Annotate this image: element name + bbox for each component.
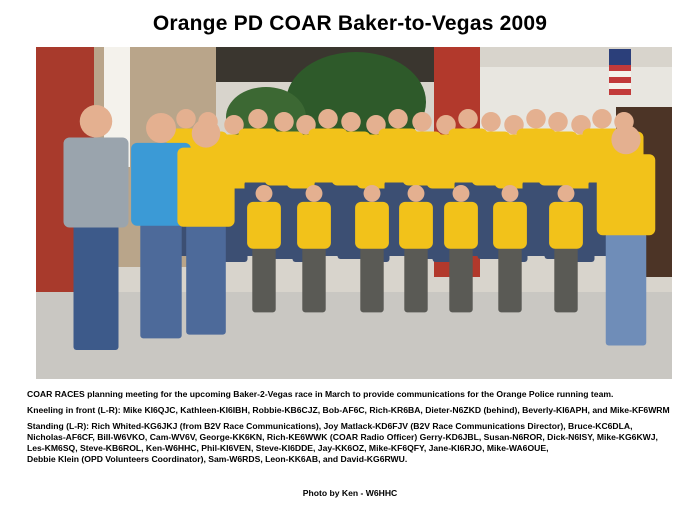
caption-intro: COAR RACES planning meeting for the upcoming Baker-2-Vegas race in March to provide communications for the Orange Police running team. xyxy=(27,389,614,399)
caption-standing-line: Les-KM6SQ, Steve-KB6ROL, Ken-W6HHC, Phil-KI6VEN, Steve-KI6DDE, Jay-KK6OZ, Mike-KF6QFY, Jane-KI6RJO, Mike-WA6OUE, xyxy=(27,443,549,453)
group-photo xyxy=(36,47,672,379)
caption-standing-line: Debbie Klein (OPD Volunteers Coordinator), Sam-W6RDS, Leon-KK6AB, and David-KG6RWU. xyxy=(27,454,408,464)
group-photo-scene xyxy=(36,47,672,379)
us-flag-stripe xyxy=(609,83,631,89)
us-flag-canton xyxy=(609,49,631,65)
us-flag-stripe xyxy=(609,65,631,71)
photo-credit: Photo by Ken - W6HHC xyxy=(302,488,398,498)
us-flag-stripe xyxy=(609,77,631,83)
us-flag-stripe xyxy=(609,71,631,77)
page-title: Orange PD COAR Baker-to-Vegas 2009 xyxy=(152,12,548,35)
caption-standing-line: Nicholas-AF6CF, Bill-W6VKO, Cam-WV6V, George-KK6KN, Rich-KE6WWK (COAR Radio Officer) Gerry-KD6JBL, Susan-N6ROR, Dick-N6ISY, Mike-KG6KWJ, xyxy=(27,432,658,442)
caption-kneeling: Kneeling in front (L-R): Mike KI6QJC, Kathleen-KI6IBH, Robbie-KB6CJZ, Bob-AF6C, Rich-KR6BA, Dieter-N6ZKD (behind), Beverly-KI6APH, and Mike-KF6WRM xyxy=(27,405,670,415)
us-flag-stripe xyxy=(609,89,631,95)
caption-standing-line: Standing (L-R): Rich Whited-KG6JKJ (from B2V Race Communications), Joy Matlack-KD6FJV (B2V Race Communications Director), Bruce-KC6DLA, xyxy=(27,421,633,431)
